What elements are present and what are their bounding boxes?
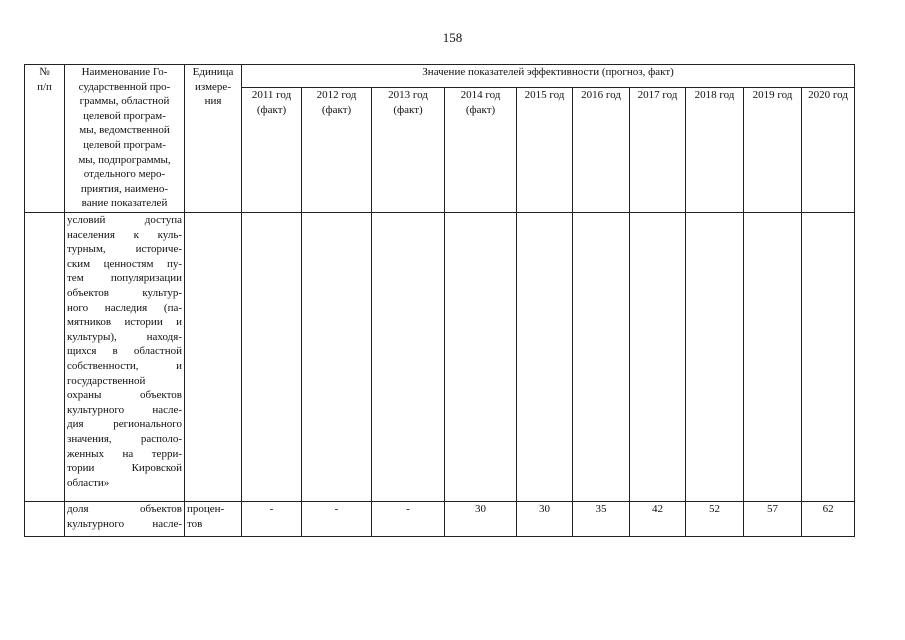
name-line: тории Кировской	[67, 462, 182, 475]
name-line: женных на терри-	[67, 447, 182, 460]
name-line: турным, историче-	[67, 243, 182, 256]
name-line: государственной	[67, 374, 146, 387]
header-year: 2012 год (факт)	[302, 88, 372, 213]
header-num: № п/п	[25, 65, 65, 213]
row-name	[65, 502, 185, 537]
row-value	[242, 213, 302, 502]
header-year: 2014 год (факт)	[445, 88, 517, 213]
row-value	[802, 213, 855, 502]
row-value: -	[372, 502, 445, 537]
row-name	[65, 213, 185, 502]
header-year: 2015 год	[517, 88, 573, 213]
row-value	[686, 213, 744, 502]
row-value	[302, 213, 372, 502]
row-value: 30	[445, 502, 517, 537]
name-line: условий доступа	[67, 214, 182, 226]
row-num	[25, 502, 65, 537]
row-value	[445, 213, 517, 502]
row-value: 52	[686, 502, 744, 537]
name-line: культуры), находя-	[67, 330, 182, 343]
name-line: области»	[67, 476, 110, 489]
row-num	[25, 213, 65, 502]
name-line: объектов культур-	[67, 286, 182, 299]
row-value	[573, 213, 630, 502]
header-year: 2016 год	[573, 88, 630, 213]
name-line: культурного насле-	[67, 517, 182, 530]
header-name: Наименование Го- сударственной про- граммы, областной целевой програм- мы, ведомственной целевой програм- мы, подпрограммы, отдельного меро- приятия, наимено- вание показателей	[65, 65, 185, 213]
indicator-table	[24, 64, 855, 537]
header-year: 2018 год	[686, 88, 744, 213]
header-year: 2011 год (факт)	[242, 88, 302, 213]
name-line: мятников истории и	[67, 316, 182, 329]
name-line: тем популяризации	[67, 272, 182, 285]
row-value	[744, 213, 802, 502]
table-row	[25, 502, 855, 537]
row-unit: процен- тов	[185, 502, 242, 537]
row-value	[372, 213, 445, 502]
row-value	[630, 213, 686, 502]
name-line: доля объектов	[67, 503, 182, 515]
row-value: 35	[573, 502, 630, 537]
header-year: 2020 год	[802, 88, 855, 213]
name-line: культурного насле-	[67, 403, 182, 416]
name-line: дия регионального	[67, 418, 182, 431]
row-value: -	[302, 502, 372, 537]
name-line: ного наследия (па-	[67, 301, 182, 314]
header-year: 2013 год (факт)	[372, 88, 445, 213]
header-year: 2019 год	[744, 88, 802, 213]
header-unit: Единица измере- ния	[185, 65, 242, 213]
name-line: ским ценностям пу-	[67, 257, 182, 270]
name-line: щихся в областной	[67, 345, 182, 358]
header-row-1	[25, 65, 855, 88]
header-year: 2017 год	[630, 88, 686, 213]
row-value: 62	[802, 502, 855, 537]
name-line: охраны объектов	[67, 389, 182, 402]
row-value: 30	[517, 502, 573, 537]
name-line: значения, располо-	[67, 432, 182, 445]
row-value: 57	[744, 502, 802, 537]
table-row	[25, 213, 855, 502]
page-number: 158	[442, 30, 463, 45]
row-value: -	[242, 502, 302, 537]
row-value	[517, 213, 573, 502]
row-unit	[185, 213, 242, 502]
name-line: населения к куль-	[67, 228, 182, 241]
header-group: Значение показателей эффективности (прогноз, факт)	[242, 65, 855, 88]
row-value: 42	[630, 502, 686, 537]
name-line: собственности, и	[67, 359, 182, 372]
